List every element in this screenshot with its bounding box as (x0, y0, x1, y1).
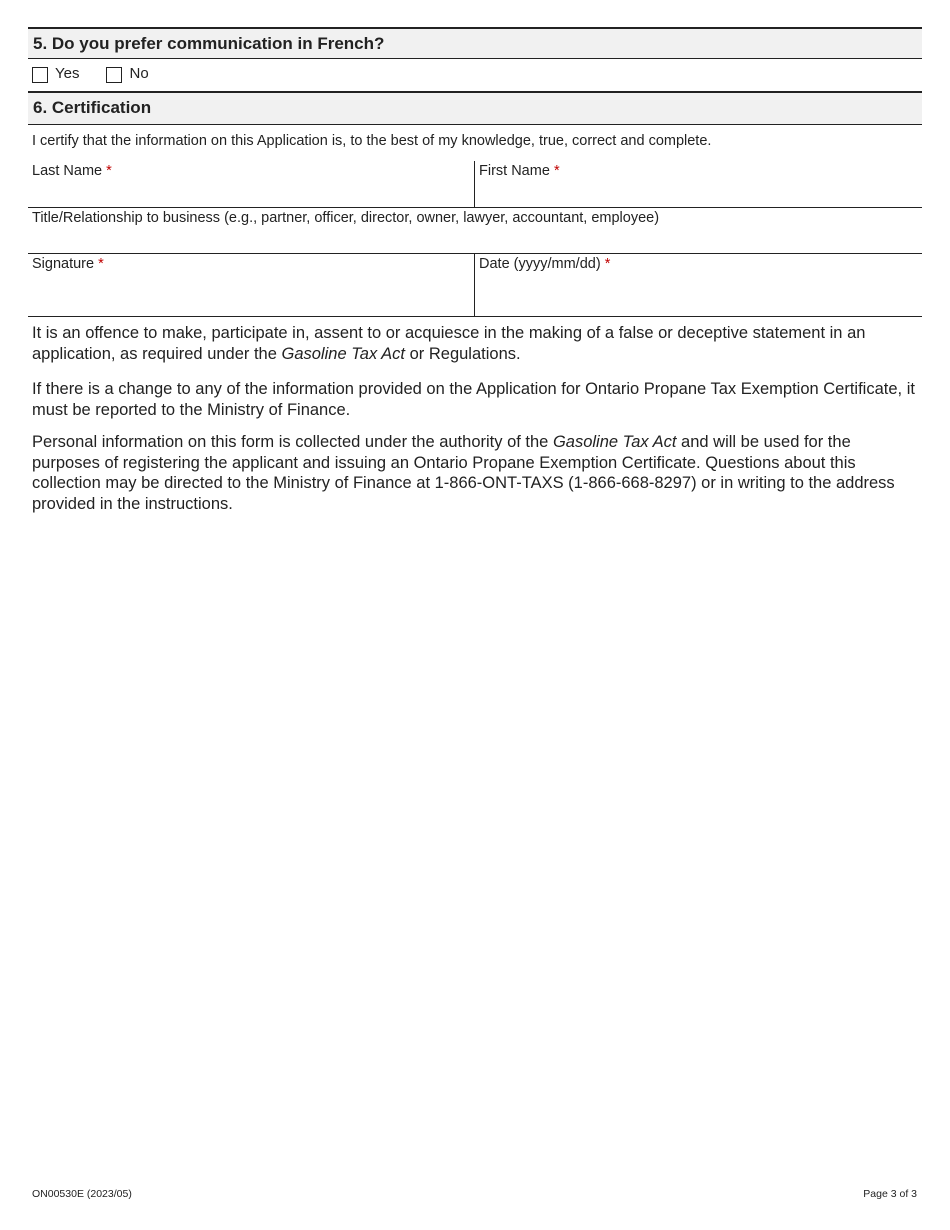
first-name-label: First Name (479, 163, 550, 179)
required-marker: * (106, 163, 112, 179)
change-notice: If there is a change to any of the information provided on the Application for Ontario Propane Tax Exemption Certificate, it must be reported to the Ministry of Finance. (32, 380, 915, 419)
required-marker: * (604, 256, 611, 272)
privacy-notice (28, 432, 922, 514)
yes-checkbox[interactable] (32, 67, 48, 83)
first-name-field[interactable] (475, 161, 922, 207)
form-code: ON00530E (2023/05) (32, 1188, 132, 1200)
offence-notice (28, 323, 922, 364)
date-label: Date (yyyy/mm/dd) (479, 256, 601, 272)
privacy-text-end: and will be used for the purposes of registering the applicant and issuing an Ontario Propane Exemption Certificate. Questions about this collection may be directed to the Ministry of Finance at 1-866-ONT-TAXS (1-866-668-8297) or in writing to the address provided in the instructions. (32, 433, 895, 513)
option-yes[interactable] (32, 65, 79, 83)
act-name: Gasoline Tax Act (552, 433, 677, 451)
option-no[interactable] (106, 65, 148, 83)
page-number: Page 3 of 3 (863, 1188, 917, 1200)
required-marker: * (553, 163, 560, 179)
date-field[interactable] (475, 254, 922, 316)
title-relationship-field[interactable] (28, 208, 922, 253)
yes-label: Yes (55, 65, 80, 82)
last-name-field[interactable] (28, 161, 475, 207)
signature-label: Signature (32, 256, 95, 272)
no-label: No (129, 65, 149, 82)
title-relationship-label: Title/Relationship to business (e.g., partner, officer, director, owner, lawyer, accountant, employee) (32, 210, 660, 226)
signature-field[interactable] (28, 254, 475, 316)
privacy-text: Personal information on this form is collected under the authority of the (32, 433, 553, 451)
application-form (28, 27, 922, 514)
french-preference-options (28, 59, 922, 91)
offence-text: It is an offence to make, participate in, assent to or acquiesce in the making of a false or deceptive statement in an application, as required under the (32, 324, 866, 363)
section-5-heading: 5. Do you prefer communication in French? (28, 27, 922, 59)
section-6-heading: 6. Certification (28, 91, 922, 125)
no-checkbox[interactable] (106, 67, 122, 83)
certification-statement: I certify that the information on this Application is, to the best of my knowledge, true, correct and complete. (32, 133, 712, 149)
last-name-label: Last Name (32, 163, 103, 179)
title-row (28, 208, 922, 254)
signature-row (28, 254, 922, 317)
offence-text-end: or Regulations. (405, 344, 521, 363)
name-row (28, 161, 922, 208)
required-marker: * (98, 256, 104, 272)
act-name: Gasoline Tax Act (281, 344, 406, 363)
